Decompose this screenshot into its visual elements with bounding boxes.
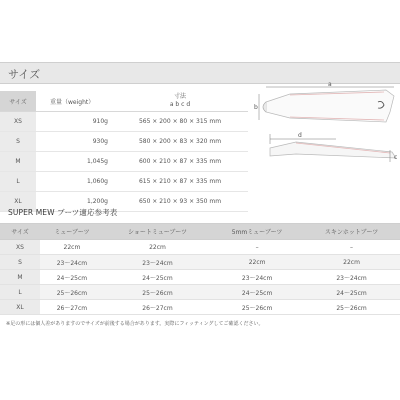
size-section-header <box>0 62 400 84</box>
fitting-note: ※足の形には個人差がありますのでサイズが前後する場合があります。実際にフィッティングしてご確認ください。 <box>6 321 264 327</box>
dimension-cell: 615 × 210 × 87 × 335 mm <box>112 172 248 192</box>
boots-cell: 25〜26cm <box>40 285 104 300</box>
boots-cell: 24〜25cm <box>211 285 303 300</box>
weight-cell: 1,200g <box>36 192 112 212</box>
section-title: サイズ <box>8 68 41 81</box>
table-row <box>0 240 400 255</box>
boots-cell: – <box>211 240 303 255</box>
weight-header: 重量（weight） <box>36 91 112 112</box>
boots-cell: 24〜25cm <box>104 270 211 285</box>
size-cell: XS <box>0 112 36 132</box>
fin-foot-pocket <box>263 102 266 112</box>
boots-cell: 22cm <box>40 240 104 255</box>
5mm-mew-boots-header: 5mmミューブーツ <box>211 224 303 240</box>
fin-side-view-outline <box>270 142 396 158</box>
dimension-header <box>112 91 248 112</box>
size-cell: L <box>0 285 40 300</box>
boots-cell: 26〜27cm <box>104 300 211 315</box>
dimension-b-label: b <box>254 104 258 111</box>
boots-cell: 24〜25cm <box>303 285 400 300</box>
boots-cell: 22cm <box>104 240 211 255</box>
dimension-header-title: 寸法 <box>173 93 186 100</box>
boots-cell: 26〜27cm <box>40 300 104 315</box>
boots-size-header: サイズ <box>0 224 40 240</box>
weight-cell: 910g <box>36 112 112 132</box>
size-header: サイズ <box>0 91 36 112</box>
size-cell: XL <box>0 192 36 212</box>
boots-cell: – <box>303 240 400 255</box>
table-row <box>0 270 400 285</box>
boots-cell: 25〜26cm <box>303 300 400 315</box>
table-row <box>0 132 248 152</box>
table-row <box>0 300 400 315</box>
table-row <box>0 172 248 192</box>
size-cell: L <box>0 172 36 192</box>
fin-top-view-outline <box>266 90 394 122</box>
table-row <box>0 285 400 300</box>
dimension-cell: 580 × 200 × 83 × 320 mm <box>112 132 248 152</box>
dimension-c-label: c <box>394 154 398 161</box>
size-table <box>0 91 248 212</box>
weight-cell: 930g <box>36 132 112 152</box>
size-cell: M <box>0 270 40 285</box>
short-mew-boots-header: ショートミューブーツ <box>104 224 211 240</box>
boots-cell: 23〜24cm <box>303 270 400 285</box>
skin-hot-boots-header: スキンホットブーツ <box>303 224 400 240</box>
boots-cell: 23〜24cm <box>104 255 211 270</box>
dimension-a-label: a <box>328 81 332 88</box>
size-table-header-row <box>0 91 248 112</box>
dimension-header-letters: a b c d <box>169 101 191 108</box>
table-row <box>0 112 248 132</box>
boots-table-title: SUPER MEW ブーツ適応参考表 <box>8 208 118 217</box>
boots-table <box>0 223 400 315</box>
dimension-cell: 565 × 200 × 80 × 315 mm <box>112 112 248 132</box>
size-cell: M <box>0 152 36 172</box>
boots-cell: 25〜26cm <box>104 285 211 300</box>
weight-cell: 1,060g <box>36 172 112 192</box>
dimension-cell: 650 × 210 × 93 × 350 mm <box>112 192 248 212</box>
dimension-cell: 600 × 210 × 87 × 335 mm <box>112 152 248 172</box>
boots-cell: 22cm <box>303 255 400 270</box>
boots-cell: 25〜26cm <box>211 300 303 315</box>
size-cell: XL <box>0 300 40 315</box>
mew-boots-header: ミューブーツ <box>40 224 104 240</box>
boots-cell: 23〜24cm <box>40 255 104 270</box>
dimension-d-label: d <box>298 132 302 139</box>
size-cell: S <box>0 132 36 152</box>
boots-table-header-row <box>0 224 400 240</box>
boots-cell: 24〜25cm <box>40 270 104 285</box>
table-row <box>0 152 248 172</box>
boots-cell: 22cm <box>211 255 303 270</box>
size-cell: S <box>0 255 40 270</box>
table-row <box>0 255 400 270</box>
fin-dimension-diagram <box>256 82 400 182</box>
size-cell: XS <box>0 240 40 255</box>
boots-cell: 23〜24cm <box>211 270 303 285</box>
weight-cell: 1,045g <box>36 152 112 172</box>
